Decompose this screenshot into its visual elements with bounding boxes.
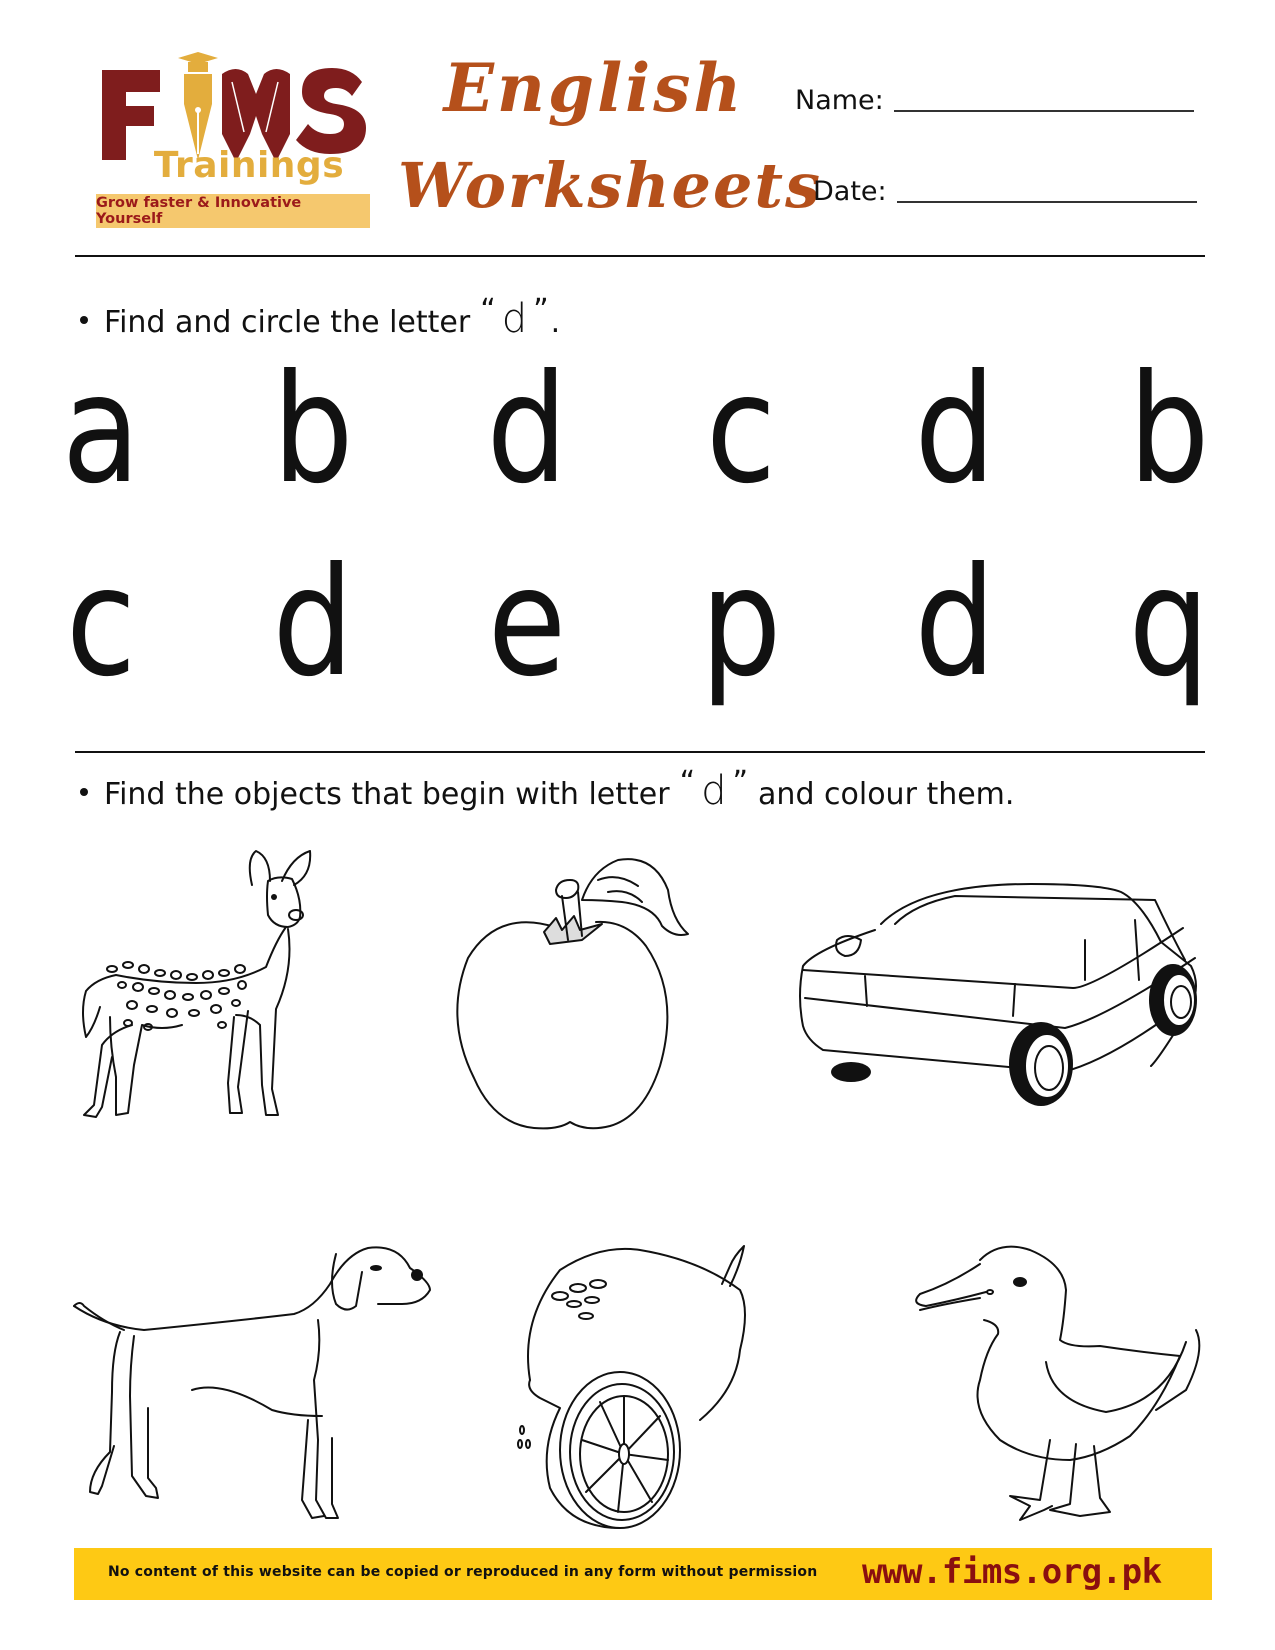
- letter-cell[interactable]: d: [272, 536, 354, 710]
- instruction-suffix: and colour them.: [758, 777, 1015, 812]
- divider-top: [75, 255, 1205, 257]
- title-line-2: Worksheets: [398, 149, 822, 222]
- open-quote: “: [679, 765, 696, 800]
- instruction-circle-letter: [80, 293, 561, 342]
- picture-car[interactable]: [795, 880, 1205, 1105]
- close-quote: ”: [533, 293, 549, 328]
- apple-icon: [448, 840, 708, 1140]
- car-icon: [795, 880, 1205, 1105]
- name-input-line[interactable]: [894, 110, 1194, 112]
- bullet-icon: [80, 316, 88, 324]
- letter-cell[interactable]: d: [486, 343, 568, 517]
- copyright-notice: No content of this website can be copied or reproduced in any form without permission: [108, 1564, 818, 1580]
- name-field[interactable]: [795, 86, 1194, 116]
- worksheet-title: [398, 44, 822, 234]
- letter-cell[interactable]: e: [487, 536, 567, 710]
- letter-cell[interactable]: c: [65, 536, 137, 710]
- picture-lemon[interactable]: [500, 1240, 760, 1530]
- picture-dog[interactable]: [72, 1240, 432, 1530]
- deer-spots: [107, 962, 246, 1030]
- front-wheel: [1009, 1022, 1073, 1106]
- letter-cell[interactable]: b: [272, 343, 354, 517]
- dog-icon: [72, 1240, 432, 1530]
- logo-tagline: Grow faster & Innovative Yourself: [96, 194, 370, 228]
- name-label: Name:: [795, 85, 884, 116]
- footer-banner: [74, 1548, 1212, 1600]
- close-quote: ”: [732, 765, 749, 800]
- logo-subtitle: Trainings: [153, 145, 345, 186]
- date-field[interactable]: [813, 177, 1197, 207]
- bullet-icon: [80, 788, 88, 796]
- rear-wheel: [1149, 964, 1197, 1036]
- letter-cell[interactable]: d: [914, 536, 996, 710]
- picture-apple[interactable]: [448, 840, 708, 1140]
- lemon-icon: [500, 1240, 760, 1530]
- letter-cell[interactable]: p: [700, 536, 782, 710]
- instruction-text: Find the objects that begin with letter: [104, 777, 670, 812]
- target-letter: d: [701, 768, 727, 814]
- letter-cell[interactable]: d: [914, 343, 996, 517]
- title-line-1: English: [443, 49, 745, 127]
- fims-logo: [96, 42, 370, 232]
- instruction-colour-objects: [80, 765, 1015, 814]
- letter-cell[interactable]: q: [1128, 536, 1210, 710]
- letter-cell[interactable]: b: [1128, 343, 1210, 517]
- duck-icon: [880, 1230, 1210, 1530]
- picture-deer[interactable]: [72, 845, 332, 1135]
- open-quote: “: [480, 293, 496, 328]
- picture-duck[interactable]: [880, 1230, 1210, 1530]
- date-input-line[interactable]: [897, 201, 1197, 203]
- target-letter: d: [501, 296, 528, 342]
- deer-icon: [72, 845, 332, 1135]
- divider-middle: [75, 751, 1205, 753]
- instruction-text: Find and circle the letter: [104, 305, 471, 340]
- website-link[interactable]: www.fims.org.pk: [862, 1552, 1162, 1592]
- instruction-suffix: .: [550, 305, 561, 340]
- date-label: Date:: [813, 176, 887, 207]
- letter-cell[interactable]: c: [705, 343, 777, 517]
- letter-cell[interactable]: a: [61, 343, 141, 517]
